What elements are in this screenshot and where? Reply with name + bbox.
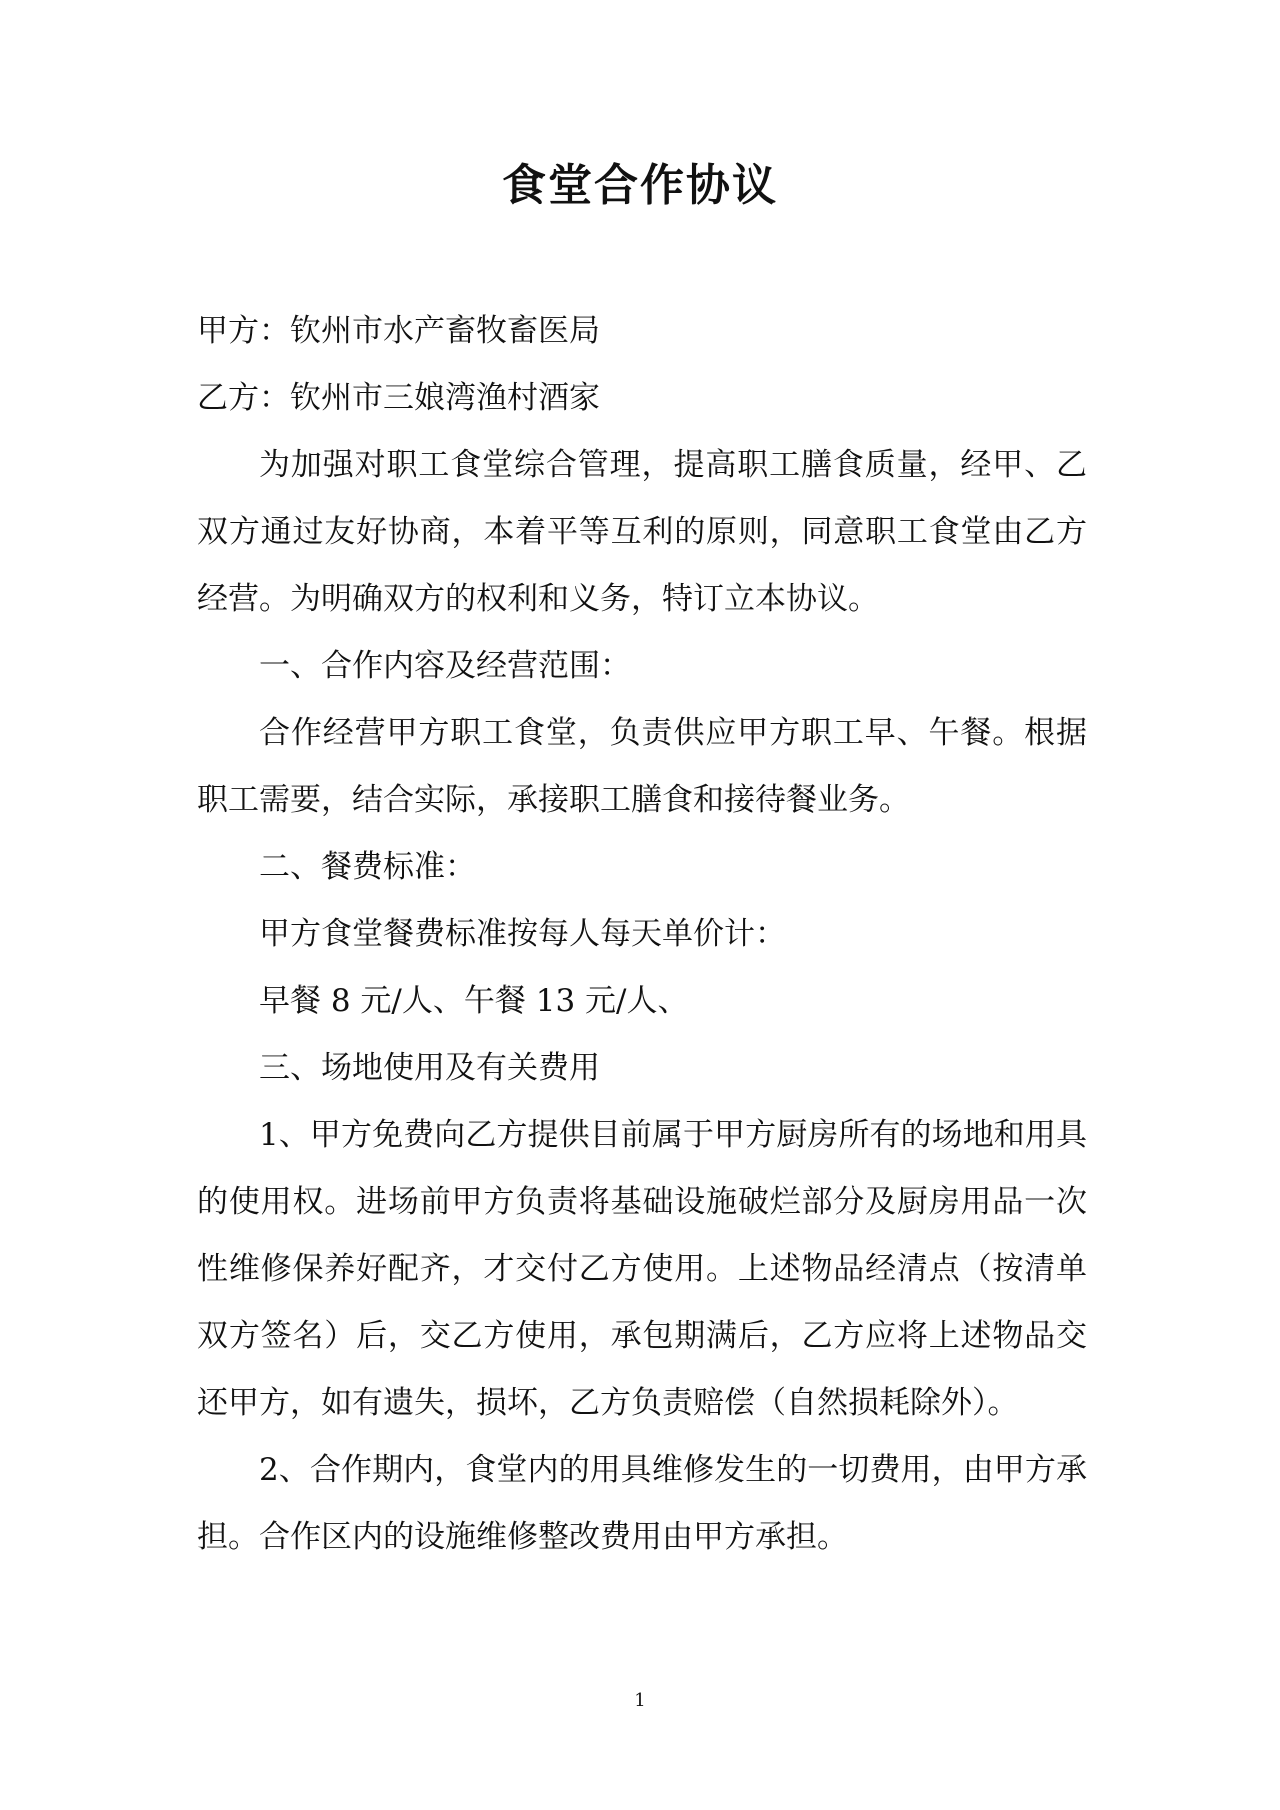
section-3-clause-2: 2、合作期内，食堂内的用具维修发生的一切费用，由甲方承担。合作区内的设施维修整改费用由甲方承担。 [197, 1452, 1087, 1555]
meal-price-line: 早餐 8 元/人、午餐 13 元/人、 [259, 983, 689, 1019]
intro-paragraph: 为加强对职工食堂综合管理，提高职工膳食质量，经甲、乙双方通过友好协商，本着平等互利的原则，同意职工食堂由乙方经营。为明确双方的权利和义务，特订立本协议。 [197, 447, 1087, 617]
party-b-line: 乙方：钦州市三娘湾渔村酒家 [197, 380, 600, 416]
section-2-paragraph: 甲方食堂餐费标准按每人每天单价计： [259, 916, 786, 952]
section-heading-2: 二、餐费标准： [259, 849, 476, 885]
page-number: 1 [634, 1690, 646, 1711]
section-heading-3: 三、场地使用及有关费用 [259, 1050, 600, 1086]
document-title: 食堂合作协议 [502, 160, 778, 211]
section-1-paragraph: 合作经营甲方职工食堂，负责供应甲方职工早、午餐。根据职工需要，结合实际，承接职工膳食和接待餐业务。 [197, 715, 1087, 818]
section-3-clause-1: 1、甲方免费向乙方提供目前属于甲方厨房所有的场地和用具的使用权。进场前甲方负责将基础设施破烂部分及厨房用品一次性维修保养好配齐，才交付乙方使用。上述物品经清点（按清单双方签名）后，交乙方使用，承包期满后，乙方应将上述物品交还甲方，如有遗失，损坏，乙方负责赔偿（自然损耗除外）。 [197, 1117, 1087, 1421]
document-body [197, 298, 1087, 1571]
section-heading-1: 一、合作内容及经营范围： [259, 648, 631, 684]
party-a-line: 甲方：钦州市水产畜牧畜医局 [197, 313, 600, 349]
